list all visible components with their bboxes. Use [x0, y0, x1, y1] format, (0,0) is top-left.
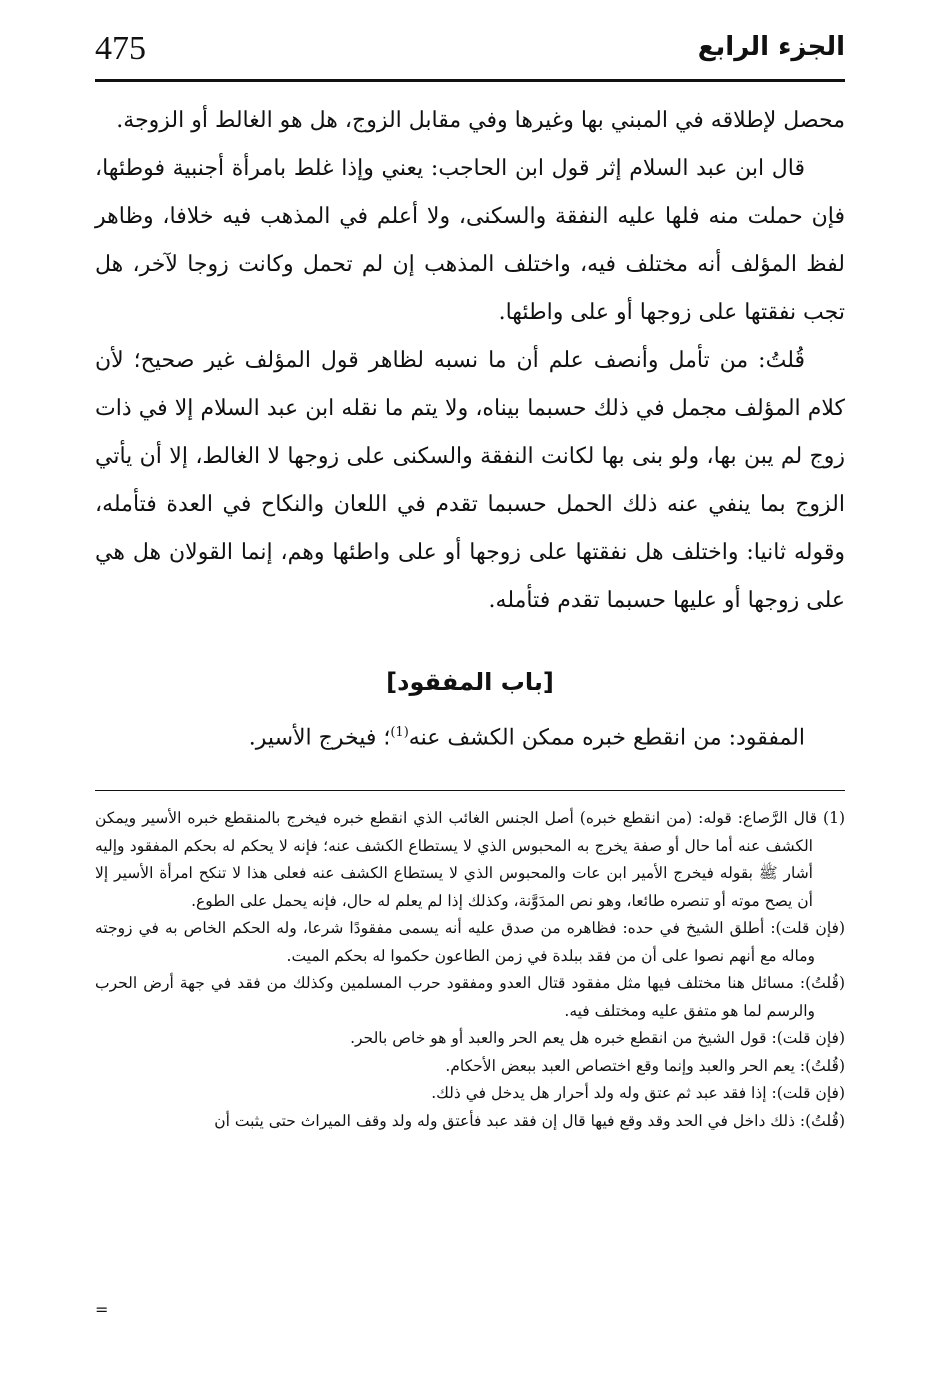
page-number: 475: [95, 30, 146, 67]
footnote-rule: [95, 790, 845, 791]
definition-text: المفقود: من انقطع خبره ممكن الكشف عنه: [408, 725, 805, 751]
running-title: الجزء الرابع: [697, 32, 845, 62]
footnote: (فإن قلت): قول الشيخ من انقطع خبره هل يعم الحر والعبد أو هو خاص بالحر.: [350, 1029, 845, 1047]
definition-tail: ؛ فيخرج الأسير.: [248, 725, 391, 751]
paragraph: قُلتُ: من تأمل وأنصف علم أن ما نسبه لظاهر قول المؤلف غير صحيح؛ لأن كلام المؤلف مجمل في ذلك حسبما بيناه، ولا يتم ما نقله ابن عبد السلام إلا في ذات زوج لم يبن بها، ولو بنى بها لكانت النفقة والسكنى على زوجها لا الغالط، إلا أن يأتي الزوج بما ينفي عنه ذلك الحمل حسبما تقدم في اللعان والنكاح في العدة فتأمله، وقوله ثانيا: واختلف هل نفقتها على زوجها أو على واطئها وهم، إنما القولان هل هي على زوجها أو عليها حسبما تقدم فتأمله.: [95, 348, 845, 613]
footnote: (فإن قلت): إذا فقد عبد ثم عتق وله ولد أحرار هل يدخل في ذلك.: [431, 1084, 845, 1102]
footnotes: [95, 805, 845, 1135]
footnote: (فإن قلت): أطلق الشيخ في حده: فظاهره من صدق عليه أنه يسمى مفقودًا شرعا، وله الحكم الخاص به في زوجته وماله مع أنهم نصوا على أن من فقد ببلدة في زمن الطاعون حكموا له بحكم الميت.: [95, 919, 845, 965]
continuation-mark: =: [95, 1300, 109, 1319]
definition-line: [95, 725, 805, 750]
footnote: (قُلتُ): يعم الحر والعبد وإنما وقع اختصاص العبد ببعض الأحكام.: [445, 1056, 845, 1075]
section-heading: [باب المفقود]: [386, 668, 554, 696]
paragraph: قال ابن عبد السلام إثر قول ابن الحاجب: يعني وإذا غلط بامرأة أجنبية فوطئها، فإن حملت منه فلها عليه النفقة والسكنى، ولا أعلم في المذهب فيه خلافا، وظاهر لفظ المؤلف أنه مختلف فيه، واختلف المذهب إن لم تحمل وكانت زوجا لآخر، هل تجب نفقتها على زوجها أو على واطئها.: [95, 156, 845, 325]
footnote: (قُلتُ): مسائل هنا مختلف فيها مثل مفقود قتال العدو ومفقود حرب المسلمين وكذلك من فقد في جهة أرض الحرب والرسم لما هو متفق عليه ومختلف فيه.: [95, 974, 845, 1020]
main-text: [95, 97, 845, 625]
footnote: (قُلتُ): ذلك داخل في الحد وقد وقع فيها قال إن فقد عبد فأعتق وله ولد وقف الميراث حتى يثبت أن: [214, 1111, 845, 1130]
paragraph: محصل لإطلاقه في المبني بها وغيرها وفي مقابل الزوج، هل هو الغالط أو الزوجة.: [116, 108, 845, 133]
page-header: [95, 30, 845, 82]
footnote-ref: (1): [390, 725, 409, 740]
footnote: (1) قال الرَّصاع: قوله: (من انقطع خبره) أصل الجنس الغائب الذي انقطع خبره فيخرج بالمنقطع خبره الأسير ويمكن الكشف عنه أما حال أو صفة يخرج به المحبوس الذي لا يستطاع الكشف عنه؛ فإنه لا يحكم له بحكم المفقود وإليه أشار ﷺ بقوله فيخرج الأمير ابن عات والمحبوس الذي لا يستطاع الكشف عنه فعلى هذا لا تنكح امرأة الأسير إلا أن يصح موته أو تنصره طائعا، وهو نص المدَوَّنة، وكذلك إذا لم يعلم له حال، فإنه يحمل على الطوع.: [95, 809, 845, 910]
header-rule: [95, 79, 845, 82]
